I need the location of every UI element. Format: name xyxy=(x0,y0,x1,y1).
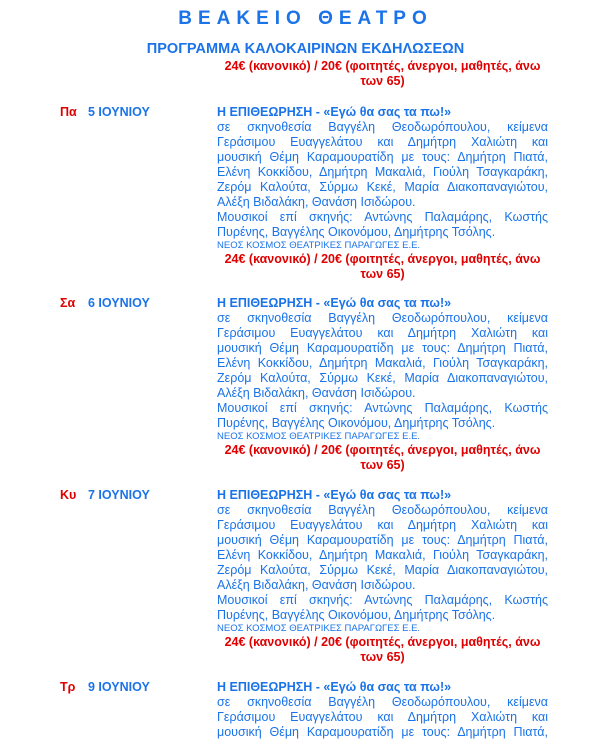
event-description xyxy=(217,120,548,210)
description-line: μουσική Θέμη Καραμουρατίδη με τους: Δημήτρη Πιατά, xyxy=(217,150,548,164)
description-line: Γεράσιμου Ευαγγελάτου και Δημήτρη Χαλιώτη και xyxy=(217,710,548,724)
musicians-line: Πυρένης, Βαγγέλης Οικονόμου, Δημήτρης Τσόλης. xyxy=(217,416,496,430)
event-production: ΝΕΟΣ ΚΟΣΜΟΣ ΘΕΑΤΡΙΚΕΣ ΠΑΡΑΓΩΓΕΣ Ε.Ε. xyxy=(217,623,421,634)
ticket-price-top: 24€ (κανονικό) / 20€ (φοιτητές, άνεργοι, μαθητές, άνω των 65) xyxy=(224,59,541,88)
program-subtitle: ΠΡΟΓΡΑΜΜΑ ΚΑΛΟΚΑΙΡΙΝΩΝ ΕΚΔΗΛΩΣΕΩΝ xyxy=(146,41,465,57)
event-date: 9 ΙΟΥΝΙΟΥ xyxy=(88,680,150,694)
description-line: Ελένη Κοκκίδου, Δημήτρη Μακαλιά, Γιούλη Τσαγκαράκη, xyxy=(217,165,548,179)
description-line: Ζερόμ Καλούτα, Σύρμω Κεκέ, Μαρία Διακοπαναγιώτου, xyxy=(217,563,548,577)
description-line: Ελένη Κοκκίδου, Δημήτρη Μακαλιά, Γιούλη Τσαγκαράκη, xyxy=(217,548,548,562)
event-date: 5 ΙΟΥΝΙΟΥ xyxy=(88,105,150,119)
event-day: Τρ xyxy=(60,680,76,694)
description-line: Ζερόμ Καλούτα, Σύρμω Κεκέ, Μαρία Διακοπαναγιώτου, xyxy=(217,371,548,385)
description-line: μουσική Θέμη Καραμουρατίδη με τους: Δημήτρη Πιατά, xyxy=(217,533,548,547)
description-line: σε σκηνοθεσία Βαγγέλη Θεοδωρόπουλου, κείμενα xyxy=(217,311,548,325)
event-musicians xyxy=(217,401,548,431)
event-production: ΝΕΟΣ ΚΟΣΜΟΣ ΘΕΑΤΡΙΚΕΣ ΠΑΡΑΓΩΓΕΣ Ε.Ε. xyxy=(217,431,421,442)
event-musicians xyxy=(217,593,548,623)
event-description xyxy=(217,503,548,593)
description-line: σε σκηνοθεσία Βαγγέλη Θεοδωρόπουλου, κείμενα xyxy=(217,120,548,134)
event-musicians xyxy=(217,210,548,240)
description-line: Αλέξη Βιδαλάκη, Θανάση Ισιδώρου. xyxy=(217,195,416,209)
event-date: 6 ΙΟΥΝΙΟΥ xyxy=(88,296,150,310)
musicians-line: Μουσικοί επί σκηνής: Αντώνης Παλαμάρης, Κωστής xyxy=(217,401,548,415)
event-date: 7 ΙΟΥΝΙΟΥ xyxy=(88,488,150,502)
event-title: Η ΕΠΙΘΕΩΡΗΣΗ - «Εγώ θα σας τα πω!» xyxy=(217,488,452,502)
event-details xyxy=(217,296,548,473)
event-title: Η ΕΠΙΘΕΩΡΗΣΗ - «Εγώ θα σας τα πω!» xyxy=(217,296,452,310)
description-line: σε σκηνοθεσία Βαγγέλη Θεοδωρόπουλου, κείμενα xyxy=(217,695,548,709)
event-price: 24€ (κανονικό) / 20€ (φοιτητές, άνεργοι, μαθητές, άνω των 65) xyxy=(224,252,541,281)
event-title: Η ΕΠΙΘΕΩΡΗΣΗ - «Εγώ θα σας τα πω!» xyxy=(217,680,452,694)
description-line: Αλέξη Βιδαλάκη, Θανάση Ισιδώρου. xyxy=(217,578,416,592)
description-line: Αλέξη Βιδαλάκη, Θανάση Ισιδώρου. xyxy=(217,386,416,400)
event-details xyxy=(217,680,548,740)
musicians-line: Πυρένης, Βαγγέλης Οικονόμου, Δημήτρης Τσόλης. xyxy=(217,225,496,239)
event-details xyxy=(217,105,548,282)
event-description xyxy=(217,695,548,740)
description-line: Γεράσιμου Ευαγγελάτου και Δημήτρη Χαλιώτη και xyxy=(217,326,548,340)
description-line: Ελένη Κοκκίδου, Δημήτρη Μακαλιά, Γιούλη Τσαγκαράκη, xyxy=(217,356,548,370)
event-details xyxy=(217,488,548,665)
musicians-line: Μουσικοί επί σκηνής: Αντώνης Παλαμάρης, Κωστής xyxy=(217,210,548,224)
event-day: Πα xyxy=(60,105,77,119)
description-line: Ζερόμ Καλούτα, Σύρμω Κεκέ, Μαρία Διακοπαναγιώτου, xyxy=(217,180,548,194)
description-line: σε σκηνοθεσία Βαγγέλη Θεοδωρόπουλου, κείμενα xyxy=(217,503,548,517)
event-price: 24€ (κανονικό) / 20€ (φοιτητές, άνεργοι, μαθητές, άνω των 65) xyxy=(224,443,541,472)
description-line: μουσική Θέμη Καραμουρατίδη με τους: Δημήτρη Πιατά, xyxy=(217,341,548,355)
page-title: ΒΕΑΚΕΙΟ ΘΕΑΤΡΟ xyxy=(178,8,433,29)
event-price: 24€ (κανονικό) / 20€ (φοιτητές, άνεργοι, μαθητές, άνω των 65) xyxy=(224,635,541,664)
description-line: Γεράσιμου Ευαγγελάτου και Δημήτρη Χαλιώτη και xyxy=(217,518,548,532)
musicians-line: Μουσικοί επί σκηνής: Αντώνης Παλαμάρης, Κωστής xyxy=(217,593,548,607)
description-line: μουσική Θέμη Καραμουρατίδη με τους: Δημήτρη Πιατά, xyxy=(217,725,548,739)
event-day: Κυ xyxy=(60,488,77,502)
musicians-line: Πυρένης, Βαγγέλης Οικονόμου, Δημήτρης Τσόλης. xyxy=(217,608,496,622)
event-production: ΝΕΟΣ ΚΟΣΜΟΣ ΘΕΑΤΡΙΚΕΣ ΠΑΡΑΓΩΓΕΣ Ε.Ε. xyxy=(217,240,421,251)
event-title: Η ΕΠΙΘΕΩΡΗΣΗ - «Εγώ θα σας τα πω!» xyxy=(217,105,452,119)
event-day: Σα xyxy=(60,296,76,310)
event-description xyxy=(217,311,548,401)
description-line: Γεράσιμου Ευαγγελάτου και Δημήτρη Χαλιώτη και xyxy=(217,135,548,149)
